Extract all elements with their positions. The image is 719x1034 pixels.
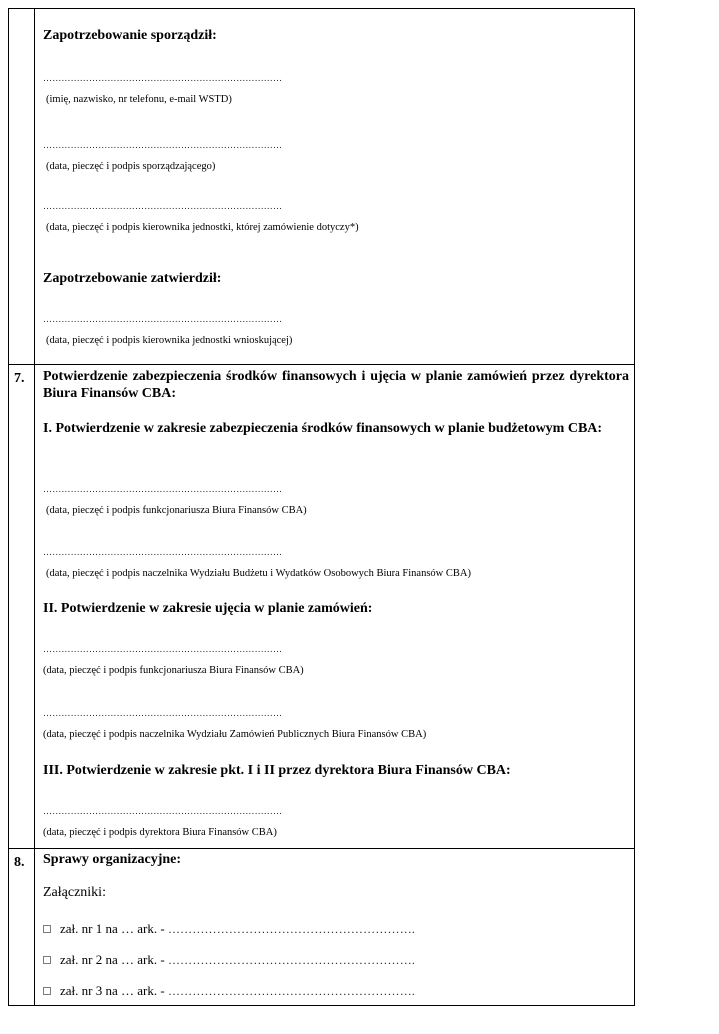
row-number: 7. [14,371,25,386]
signature-line-procurement-head[interactable]: …………………………………………………………………… [43,708,283,718]
heading-prepared-by: Zapotrzebowanie sporządził: [43,28,217,43]
subheading-budget-confirmation: I. Potwierdzenie w zakresie zabezpieczenia środków finansowych w planie budżetowym CBA: [43,421,603,436]
signature-line-director[interactable]: …………………………………………………………………… [43,806,283,816]
attachment-item [43,983,415,999]
caption-unit-head: (data, pieczęć i podpis kierownika jednostki, której zamówienie dotyczy*) [46,222,359,233]
caption-name-contact: (imię, nazwisko, nr telefonu, e-mail WSTD) [46,94,232,105]
caption-preparer: (data, pieczęć i podpis sporządzającego) [46,161,216,172]
row-8-organizational [9,848,634,1005]
signature-line-requesting-head[interactable]: …………………………………………………………………… [43,314,283,324]
attachment-text: zał. nr 3 na … ark. - [60,983,168,998]
subheading-plan-confirmation: II. Potwierdzenie w zakresie ujęcia w planie zamówień: [43,601,373,616]
row-content-organizational [35,849,634,1005]
row-number-cell [9,9,35,364]
signature-line-name[interactable]: …………………………………………………………………… [43,73,283,83]
row-number-cell [9,365,35,848]
row-content-financial [35,365,634,848]
attachment-text: zał. nr 2 na … ark. - [60,952,168,967]
signature-line-preparer[interactable]: …………………………………………………………………… [43,140,283,150]
attachment-text: zał. nr 1 na … ark. - [60,921,168,936]
row-preparation [9,9,634,364]
caption-officer-1: (data, pieczęć i podpis funkcjonariusza Biura Finansów CBA) [46,505,307,516]
row-content-preparation [35,9,634,364]
caption-requesting-head: (data, pieczęć i podpis kierownika jednostki wnioskującej) [46,335,293,346]
attachments-label: Załączniki: [43,885,106,900]
attachment-fill-line[interactable]: ……………………………………………………. [167,922,416,936]
attachment-checkbox[interactable] [43,956,51,964]
attachment-checkbox[interactable] [43,987,51,995]
signature-line-officer-1[interactable]: …………………………………………………………………… [43,484,283,494]
attachment-checkbox[interactable] [43,925,51,933]
form-table [8,8,635,1006]
signature-line-budget-head[interactable]: …………………………………………………………………… [43,547,283,557]
caption-officer-2: (data, pieczęć i podpis funkcjonariusza Biura Finansów CBA) [43,665,304,676]
heading-approved-by: Zapotrzebowanie zatwierdził: [43,271,222,286]
signature-line-officer-2[interactable]: …………………………………………………………………… [43,644,283,654]
heading-organizational: Sprawy organizacyjne: [43,852,182,867]
attachment-item [43,921,415,937]
attachment-item [43,952,415,968]
subheading-director-confirmation: III. Potwierdzenie w zakresie pkt. I i II przez dyrektora Biura Finansów CBA: [43,763,511,778]
row-number: 8. [14,855,25,870]
caption-procurement-head: (data, pieczęć i podpis naczelnika Wydziału Zamówień Publicznych Biura Finansów CBA) [43,729,427,740]
caption-budget-head: (data, pieczęć i podpis naczelnika Wydziału Budżetu i Wydatków Osobowych Biura Finansów CBA) [46,568,471,579]
row-7-financial-confirmation [9,364,634,848]
signature-line-unit-head[interactable]: …………………………………………………………………… [43,201,283,211]
attachment-fill-line[interactable]: ……………………………………………………. [167,953,416,967]
caption-director: (data, pieczęć i podpis dyrektora Biura Finansów CBA) [43,827,277,838]
heading-financial-confirmation: Potwierdzenie zabezpieczenia środków finansowych i ujęcia w planie zamówień przez dyrektora Biura Finansów CBA: [43,369,629,401]
row-number-cell [9,849,35,1005]
attachment-fill-line[interactable]: ……………………………………………………. [167,984,416,998]
